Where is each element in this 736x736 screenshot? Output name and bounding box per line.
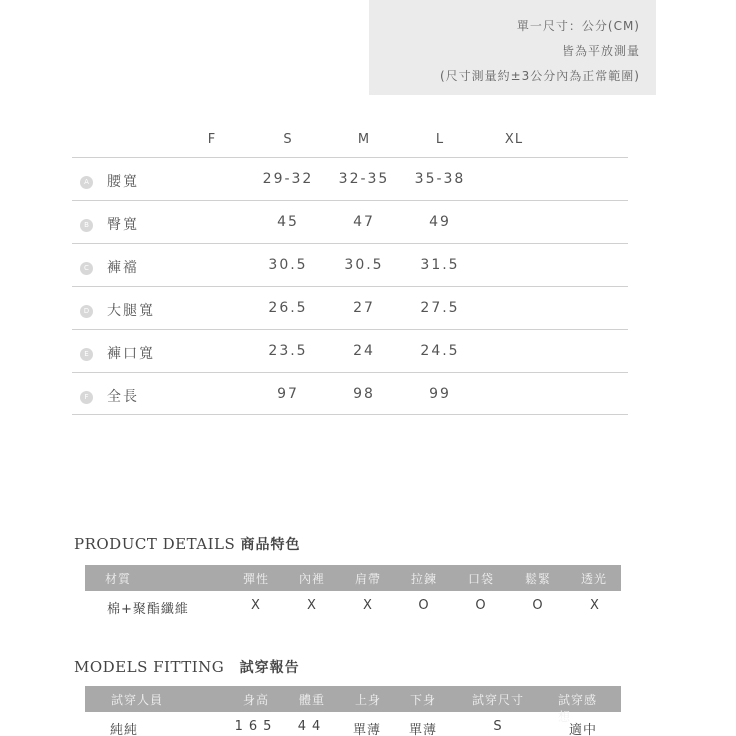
pd-value-elastic: O xyxy=(532,598,544,613)
pd-value-zipper: O xyxy=(418,598,430,613)
mf-value-model: 純純 xyxy=(110,723,139,736)
pd-value-pocket: O xyxy=(475,598,487,613)
size-header-f: F xyxy=(207,132,217,147)
size-row-hem xyxy=(72,329,628,372)
size-cell: 47 xyxy=(353,214,375,230)
size-cell: 27.5 xyxy=(420,300,460,316)
size-note-method: 皆為平放測量 xyxy=(561,44,640,58)
row-label-length: 全長 xyxy=(107,389,139,405)
pd-value-sheer: X xyxy=(590,598,600,613)
row-badge-e: E xyxy=(80,348,93,361)
size-row-thigh xyxy=(72,286,628,329)
pd-header-pocket: 口袋 xyxy=(467,572,495,586)
row-label-thigh: 大腿寬 xyxy=(107,303,155,319)
size-cell: 45 xyxy=(277,214,299,230)
size-cell: 49 xyxy=(429,214,451,230)
pd-value-strap: X xyxy=(363,598,373,613)
mf-header-height: 身高 xyxy=(242,693,270,707)
mf-value-size: S xyxy=(493,719,503,734)
size-cell: 32-35 xyxy=(338,171,390,187)
size-row-hip xyxy=(72,200,628,243)
size-row-length xyxy=(72,372,628,415)
size-header-s: S xyxy=(283,132,293,147)
models-fitting-title xyxy=(74,657,300,677)
row-label-rise: 褲襠 xyxy=(107,260,139,276)
row-badge-b: B xyxy=(80,219,93,232)
size-cell: 24.5 xyxy=(420,343,460,359)
pd-value-stretch: X xyxy=(251,598,261,613)
mf-header-bottom: 下身 xyxy=(409,693,437,707)
product-details-header-bar xyxy=(85,565,621,591)
mf-header-size: 試穿尺寸 xyxy=(471,693,525,707)
size-cell: 30.5 xyxy=(268,257,308,273)
pd-header-sheer: 透光 xyxy=(580,572,608,586)
product-details-title-en: PRODUCT DETAILS xyxy=(74,535,236,553)
row-badge-d: D xyxy=(80,305,93,318)
size-cell: 35-38 xyxy=(414,171,466,187)
mf-value-bottom: 單薄 xyxy=(408,723,438,736)
size-note-box xyxy=(369,0,656,95)
size-cell: 23.5 xyxy=(268,343,308,359)
row-label-hem: 褲口寬 xyxy=(107,346,155,362)
product-details-title-cn: 商品特色 xyxy=(240,537,301,553)
models-fitting-title-cn: 試穿報告 xyxy=(239,660,300,676)
mf-value-height: 165 xyxy=(234,719,278,734)
size-note-tolerance: (尺寸測量約±3公分內為正常範圍) xyxy=(439,69,640,83)
row-badge-a: A xyxy=(80,176,93,189)
mf-header-top: 上身 xyxy=(354,693,382,707)
mf-value-top: 單薄 xyxy=(352,723,382,736)
mf-header-model: 試穿人員 xyxy=(111,693,164,707)
models-fitting-title-en: MODELS FITTING xyxy=(74,658,225,676)
size-cell: 99 xyxy=(429,386,451,402)
row-badge-f: F xyxy=(80,391,93,404)
size-header-xl: XL xyxy=(504,132,524,147)
pd-header-material: 材質 xyxy=(105,572,132,586)
size-cell: 26.5 xyxy=(268,300,308,316)
size-note-unit: 單一尺寸：公分(CM) xyxy=(516,19,640,33)
pd-header-lining: 內裡 xyxy=(298,572,326,586)
pd-header-stretch: 彈性 xyxy=(242,572,270,586)
size-cell: 31.5 xyxy=(420,257,460,273)
size-header-m: M xyxy=(357,132,371,147)
models-fitting-header-bar xyxy=(85,686,621,724)
pd-value-lining: X xyxy=(307,598,317,613)
size-cell: 97 xyxy=(277,386,299,402)
pd-header-strap: 肩帶 xyxy=(354,572,382,586)
row-label-hip: 臀寬 xyxy=(107,217,139,233)
size-cell: 29-32 xyxy=(262,171,314,187)
size-cell: 30.5 xyxy=(344,257,384,273)
size-header-l: L xyxy=(435,132,445,147)
mf-value-weight: 44 xyxy=(297,719,327,734)
size-row-waist xyxy=(72,157,628,200)
size-cell: 27 xyxy=(353,300,375,316)
size-chart-table xyxy=(72,157,628,415)
pd-value-material: 棉+聚酯纖維 xyxy=(107,602,189,617)
row-badge-c: C xyxy=(80,262,93,275)
pd-header-elastic: 鬆緊 xyxy=(524,572,552,586)
size-cell: 98 xyxy=(353,386,375,402)
product-details-title xyxy=(74,534,301,554)
mf-header-weight: 體重 xyxy=(298,693,326,707)
pd-header-zipper: 拉鍊 xyxy=(410,572,438,586)
row-label-waist: 腰寬 xyxy=(107,174,139,190)
mf-header-feedback: 試穿感想 xyxy=(558,693,598,724)
size-cell: 24 xyxy=(353,343,375,359)
mf-value-feedback: 適中 xyxy=(568,723,598,736)
size-row-rise xyxy=(72,243,628,286)
